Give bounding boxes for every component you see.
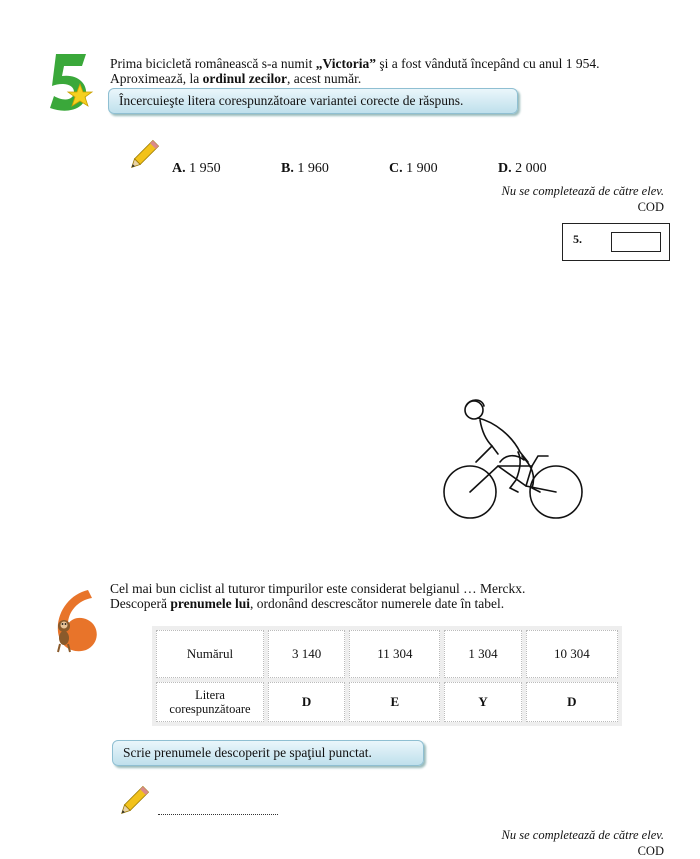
table-cell-letter: D	[268, 682, 345, 722]
q6-text-line1: Cel mai bun ciclist al tuturor timpurilor este considerat belgianul … Merckx.	[110, 581, 526, 596]
q6-cod: COD	[637, 844, 664, 858]
option-b-value: 1 960	[297, 161, 329, 176]
table-cell-number: 11 304	[349, 630, 440, 678]
q5-text-part1: Prima bicicletă românească s-a numit	[110, 56, 316, 71]
option-b-letter: B.	[281, 161, 294, 176]
table-cell-number: 3 140	[268, 630, 345, 678]
table-cell-number: 10 304	[526, 630, 618, 678]
table-cell-letter: Y	[444, 682, 521, 722]
option-a-letter: A.	[172, 161, 186, 176]
pencil-icon	[116, 784, 150, 825]
q5-cod: COD	[637, 200, 664, 214]
table-cell-number: 1 304	[444, 630, 521, 678]
q5-text-line2b: , acest număr.	[286, 71, 362, 86]
q5-text-bold2: ordinul zecilor	[202, 71, 287, 86]
q5-score-box	[562, 223, 670, 261]
q6-text	[110, 581, 670, 611]
q6-badge	[50, 586, 106, 656]
q5-text-part2: şi a fost vândută începând cu anul 1 954.	[376, 56, 600, 71]
option-c[interactable]	[389, 161, 438, 177]
option-a[interactable]	[172, 161, 221, 177]
q5-text-bold1: „Victoria”	[315, 56, 377, 71]
q5-text	[110, 56, 670, 86]
option-d-letter: D.	[498, 161, 512, 176]
q5-score-field[interactable]	[611, 232, 661, 252]
q6-text-bold: prenumele lui	[170, 596, 250, 611]
q5-badge	[42, 52, 98, 114]
q6-text-line2a: Descoperă	[110, 596, 171, 611]
q5-score-label: 5.	[573, 232, 582, 246]
q5-text-line2a: Aproximează, la	[110, 71, 203, 86]
table-row-numbers	[156, 630, 618, 678]
number-6-monkey-icon	[50, 586, 106, 656]
pencil-icon	[126, 138, 160, 179]
q6-table	[152, 626, 622, 726]
option-d[interactable]	[498, 161, 547, 177]
number-5-star-icon	[42, 52, 98, 114]
option-a-value: 1 950	[189, 161, 221, 176]
option-c-letter: C.	[389, 161, 403, 176]
table-row-letters	[156, 682, 618, 722]
option-b[interactable]	[281, 161, 329, 177]
q5-instruction-box	[108, 88, 518, 114]
q6-text-line2b: , ordonând descrescător numerele date în tabel.	[249, 596, 505, 611]
q6-instruction-text: Scrie prenumele descoperit pe spaţiul punctat.	[123, 745, 372, 760]
cyclist-drawing	[440, 396, 590, 531]
table-header-letter: Litera corespunzătoare	[156, 682, 264, 722]
q6-note: Nu se completează de către elev.	[501, 828, 664, 842]
table-cell-letter: E	[349, 682, 440, 722]
answer-dotted-line[interactable]	[158, 814, 278, 815]
option-d-value: 2 000	[515, 161, 547, 176]
q5-note: Nu se completează de către elev.	[501, 184, 664, 198]
q5-instruction-text: Încercuieşte litera corespunzătoare variantei corecte de răspuns.	[119, 93, 464, 108]
table-header-number: Numărul	[156, 630, 264, 678]
table-cell-letter: D	[526, 682, 618, 722]
option-c-value: 1 900	[406, 161, 438, 176]
q6-instruction-box	[112, 740, 424, 766]
